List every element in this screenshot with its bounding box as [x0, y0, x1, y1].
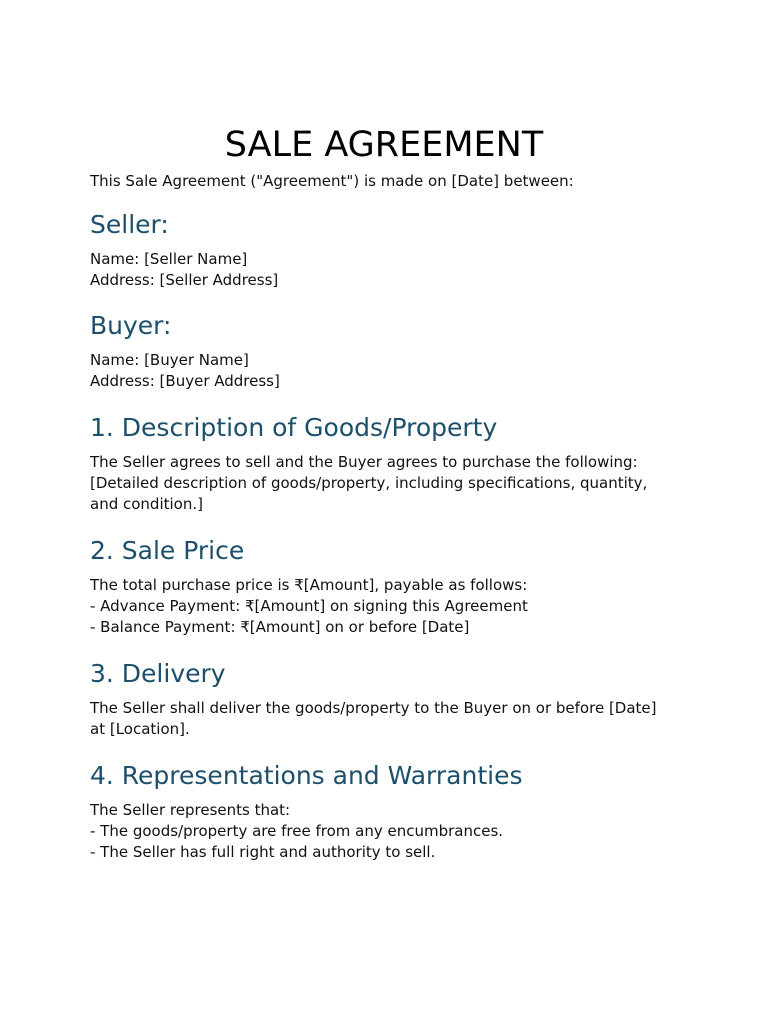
delivery-line: The Seller shall deliver the goods/property to the Buyer on or before [Date]	[90, 699, 657, 717]
sale-price-line: - Advance Payment: ₹[Amount] on signing this Agreement	[90, 597, 528, 615]
sale-price-text	[90, 575, 678, 638]
seller-section	[90, 210, 678, 291]
buyer-section	[90, 311, 678, 392]
description-section	[90, 413, 678, 515]
sale-price-line: The total purchase price is ₹[Amount], payable as follows:	[90, 576, 528, 594]
seller-address-line: Address: [Seller Address]	[90, 271, 279, 289]
buyer-details	[90, 350, 678, 392]
seller-heading: Seller:	[90, 210, 169, 239]
sale-price-heading: 2. Sale Price	[90, 536, 245, 565]
buyer-address-line: Address: [Buyer Address]	[90, 372, 280, 390]
warranties-section	[90, 761, 678, 863]
warranties-text	[90, 800, 678, 863]
warranties-line: - The Seller has full right and authority to sell.	[90, 843, 436, 861]
warranties-line: - The goods/property are free from any encumbrances.	[90, 822, 504, 840]
seller-details	[90, 249, 678, 291]
description-line: The Seller agrees to sell and the Buyer agrees to purchase the following:	[90, 453, 638, 471]
description-text	[90, 452, 678, 515]
warranties-line: The Seller represents that:	[90, 801, 291, 819]
sale-price-line: - Balance Payment: ₹[Amount] on or before [Date]	[90, 618, 470, 636]
description-line: [Detailed description of goods/property, including specifications, quantity,	[90, 474, 648, 492]
seller-name-line: Name: [Seller Name]	[90, 250, 248, 268]
delivery-section	[90, 659, 678, 740]
delivery-heading: 3. Delivery	[90, 659, 226, 688]
delivery-text	[90, 698, 678, 740]
delivery-line: at [Location].	[90, 720, 190, 738]
buyer-name-line: Name: [Buyer Name]	[90, 351, 249, 369]
intro-text: This Sale Agreement ("Agreement") is made on [Date] between:	[90, 172, 574, 190]
buyer-heading: Buyer:	[90, 311, 172, 340]
sale-price-section	[90, 536, 678, 638]
description-heading: 1. Description of Goods/Property	[90, 413, 498, 442]
document-title: SALE AGREEMENT	[224, 125, 544, 165]
description-line: and condition.]	[90, 495, 203, 513]
warranties-heading: 4. Representations and Warranties	[90, 761, 523, 790]
